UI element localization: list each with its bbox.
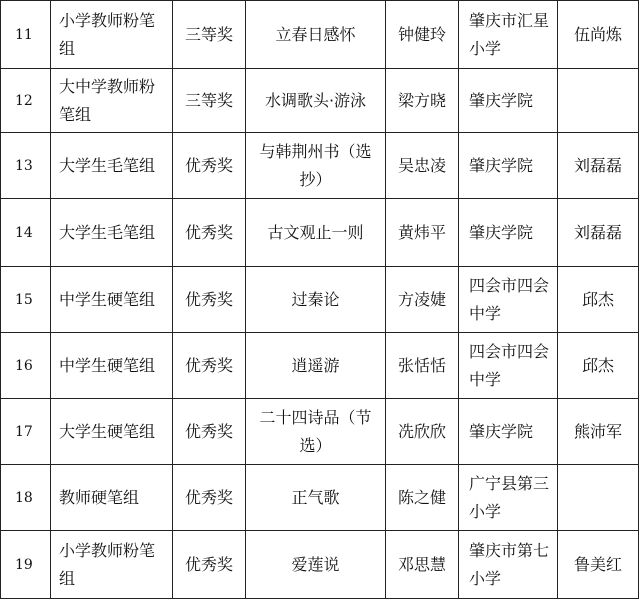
school-cell: 四会市四会中学 xyxy=(459,267,558,333)
teacher-cell: 邱杰 xyxy=(558,333,639,399)
award-cell: 优秀奖 xyxy=(173,465,246,531)
row-number: 11 xyxy=(1,1,51,69)
work-title-cell: 过秦论 xyxy=(246,267,386,333)
author-cell: 黄炜平 xyxy=(386,199,459,267)
row-number: 16 xyxy=(1,333,51,399)
school-cell: 肇庆学院 xyxy=(459,69,558,133)
group-cell: 中学生硬笔组 xyxy=(51,333,173,399)
school-cell: 肇庆学院 xyxy=(459,399,558,465)
work-title-cell: 与韩荆州书（选抄） xyxy=(246,133,386,199)
table-row xyxy=(1,199,639,267)
group-cell: 教师硬笔组 xyxy=(51,465,173,531)
school-cell: 四会市四会中学 xyxy=(459,333,558,399)
work-title-cell: 古文观止一则 xyxy=(246,199,386,267)
award-cell: 优秀奖 xyxy=(173,267,246,333)
row-number: 19 xyxy=(1,531,51,599)
teacher-cell xyxy=(558,69,639,133)
teacher-cell: 熊沛军 xyxy=(558,399,639,465)
work-title-cell: 爱莲说 xyxy=(246,531,386,599)
award-cell: 优秀奖 xyxy=(173,133,246,199)
work-title-cell: 正气歌 xyxy=(246,465,386,531)
author-cell: 陈之健 xyxy=(386,465,459,531)
row-number: 18 xyxy=(1,465,51,531)
author-cell: 张恬恬 xyxy=(386,333,459,399)
author-cell: 方凌婕 xyxy=(386,267,459,333)
award-cell: 优秀奖 xyxy=(173,531,246,599)
award-cell: 优秀奖 xyxy=(173,333,246,399)
award-cell: 优秀奖 xyxy=(173,399,246,465)
table-row xyxy=(1,267,639,333)
table-row xyxy=(1,69,639,133)
row-number: 13 xyxy=(1,133,51,199)
row-number: 12 xyxy=(1,69,51,133)
teacher-cell: 伍尚炼 xyxy=(558,1,639,69)
teacher-cell: 鲁美红 xyxy=(558,531,639,599)
author-cell: 冼欣欣 xyxy=(386,399,459,465)
table-row xyxy=(1,133,639,199)
school-cell: 肇庆市汇星小学 xyxy=(459,1,558,69)
work-title-cell: 立春日感怀 xyxy=(246,1,386,69)
award-cell: 优秀奖 xyxy=(173,199,246,267)
table-row xyxy=(1,333,639,399)
group-cell: 小学教师粉笔组 xyxy=(51,531,173,599)
author-cell: 钟健玲 xyxy=(386,1,459,69)
table-row xyxy=(1,531,639,599)
group-cell: 大中学教师粉笔组 xyxy=(51,69,173,133)
group-cell: 大学生硬笔组 xyxy=(51,399,173,465)
table-row xyxy=(1,1,639,69)
author-cell: 梁方晓 xyxy=(386,69,459,133)
row-number: 14 xyxy=(1,199,51,267)
school-cell: 肇庆市第七小学 xyxy=(459,531,558,599)
author-cell: 邓思慧 xyxy=(386,531,459,599)
school-cell: 广宁县第三小学 xyxy=(459,465,558,531)
group-cell: 大学生毛笔组 xyxy=(51,133,173,199)
work-title-cell: 逍遥游 xyxy=(246,333,386,399)
table-row xyxy=(1,399,639,465)
row-number: 15 xyxy=(1,267,51,333)
teacher-cell: 邱杰 xyxy=(558,267,639,333)
table-row xyxy=(1,465,639,531)
work-title-cell: 二十四诗品（节选） xyxy=(246,399,386,465)
group-cell: 大学生毛笔组 xyxy=(51,199,173,267)
school-cell: 肇庆学院 xyxy=(459,133,558,199)
work-title-cell: 水调歌头·游泳 xyxy=(246,69,386,133)
group-cell: 小学教师粉笔组 xyxy=(51,1,173,69)
author-cell: 吴忠凌 xyxy=(386,133,459,199)
teacher-cell: 刘磊磊 xyxy=(558,133,639,199)
award-cell: 三等奖 xyxy=(173,1,246,69)
teacher-cell: 刘磊磊 xyxy=(558,199,639,267)
school-cell: 肇庆学院 xyxy=(459,199,558,267)
award-cell: 三等奖 xyxy=(173,69,246,133)
teacher-cell xyxy=(558,465,639,531)
row-number: 17 xyxy=(1,399,51,465)
group-cell: 中学生硬笔组 xyxy=(51,267,173,333)
